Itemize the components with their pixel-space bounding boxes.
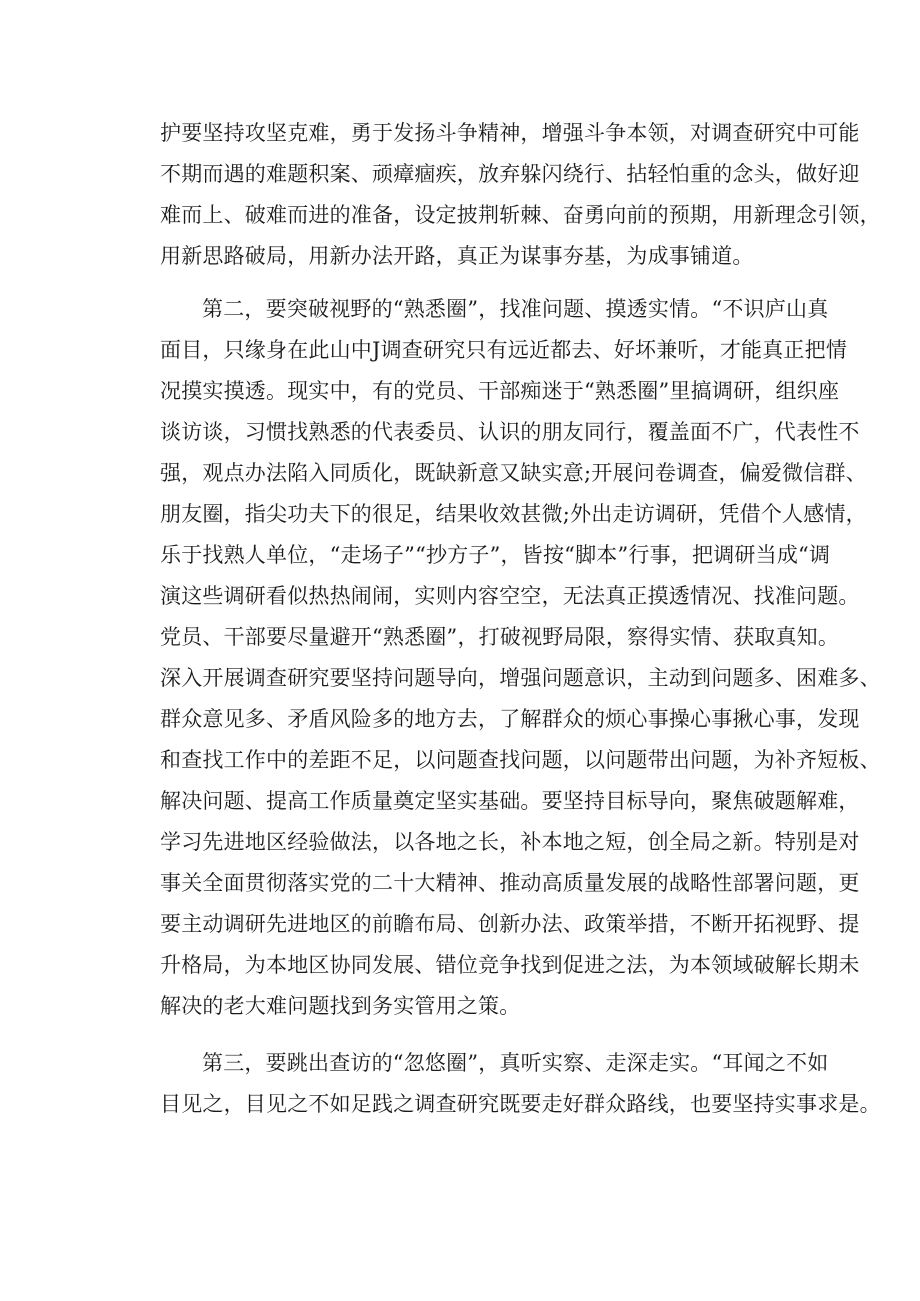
paragraph-gap [160,1027,800,1043]
text-line: 第二，要突破视野的“熟悉圈”，找准问题、摸透实情。“不识庐山真 [202,297,829,321]
paragraph [160,289,881,1027]
text-line: 升格局，为本地区协同发展、错位竞争找到促进之法，为本领域破解长期未 [160,953,860,977]
text-line: 护要坚持攻坚克难，勇于发扬斗争精神，增强斗争本领，对调查研究中可能 [160,121,860,145]
text-line: 面目，只缘身在此山中J调查研究只有远近都去、好坏兼听，才能真正把情 [160,338,848,362]
text-line: 要主动调研先进地区的前瞻布局、创新办法、政策举措，不断开拓视野、提 [160,912,860,936]
text-line: 党员、干部要尽量避开“熟悉圈”，打破视野局限，察得实情、获取真知。 [160,625,840,649]
text-line: 用新思路破局，用新办法开路，真正为谋事夯基，为成事铺道。 [160,244,754,268]
text-line: 目见之，目见之不如足践之调查研究既要走好群众路线，也要坚持实事求是。 [160,1092,881,1116]
text-line: 谈访谈，习惯找熟悉的代表委员、认识的朋友同行，覆盖面不广，代表性不 [160,420,860,444]
text-line: 难而上、破难而进的准备，设定披荆斩棘、奋勇向前的预期，用新理念引领， [160,203,881,227]
text-line: 乐于找熟人单位，“走场子”“抄方子”，皆按“脚本”行事，把调研当成“调 [160,543,831,567]
text-line: 深入开展调查研究要坚持问题导向，增强问题意识，主动到问题多、困难多、 [160,666,881,690]
text-line: 朋友圈，指尖功夫下的很足，结果收效甚微;外出走访调研，凭借个人感情， [160,502,867,526]
text-line: 演这些调研看似热热闹闹，实则内容空空，无法真正摸透情况、找准问题。 [160,584,860,608]
text-line: 学习先进地区经验做法，以各地之长，补本地之短，创全局之新。特别是对 [160,830,860,854]
text-line: 和查找工作中的差距不足，以问题查找问题，以问题带出问题，为补齐短板、 [160,748,881,772]
text-line: 解决的老大难问题找到务实管用之策。 [160,994,521,1018]
paragraph [160,113,881,277]
text-line: 群众意见多、矛盾风险多的地方去，了解群众的烦心事操心事揪心事，发现 [160,707,860,731]
paragraph-gap [160,277,800,289]
text-line: 解决问题、提高工作质量奠定坚实基础。要坚持目标导向，聚焦破题解难， [160,789,860,813]
text-line: 事关全面贯彻落实党的二十大精神、推动高质量发展的战略性部署问题，更 [160,871,860,895]
document-body [160,113,881,1125]
text-line: 第三，要跳出查访的“忽悠圈”，真听实察、走深走实。“耳闻之不如 [202,1051,829,1075]
text-line: 况摸实摸透。现实中，有的党员、干部痴迷于“熟悉圈”里搞调研，组织座 [160,379,840,403]
text-line: 强，观点办法陷入同质化，既缺新意又缺实意;开展问卷调查，偏爱微信群、 [160,461,867,485]
text-line: 不期而遇的难题积案、顽瘴痼疾，放弃躲闪绕行、拈轻怕重的念头，做好迎 [160,162,860,186]
paragraph [160,1043,881,1125]
